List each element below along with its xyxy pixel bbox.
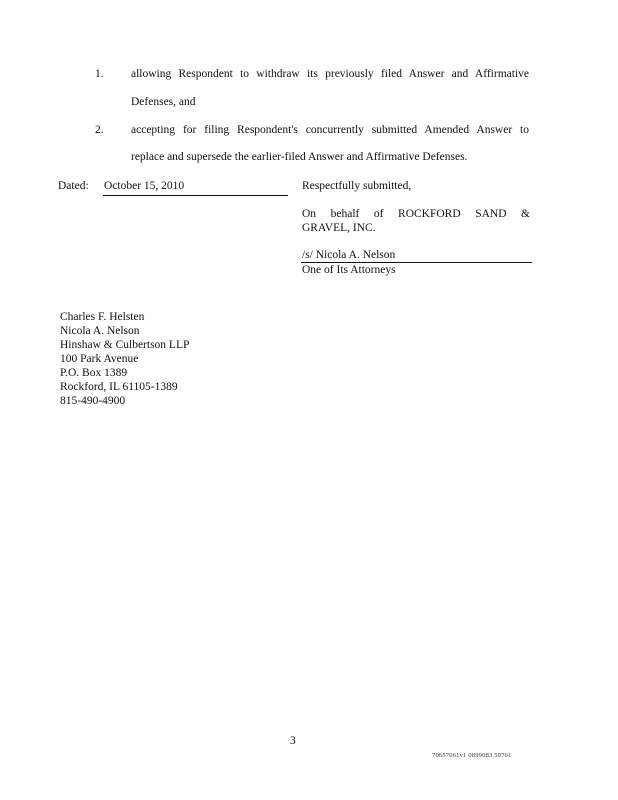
- closing-text: Respectfully submitted,: [302, 180, 412, 192]
- document-code: 70657061v1 0899083 50761: [432, 752, 512, 759]
- date-underline: [103, 195, 288, 196]
- item-2-line1: accepting for filing Respondent's concurrently submitted Amended Answer to: [131, 124, 529, 136]
- item-1-line1: allowing Respondent to withdraw its previously filed Answer and Affirmative: [131, 68, 529, 80]
- item-1-number: 1.: [95, 68, 104, 80]
- behalf-line2: GRAVEL, INC.: [302, 222, 376, 234]
- behalf-line1: On behalf of ROCKFORD SAND &: [302, 208, 530, 220]
- item-2-number: 2.: [95, 124, 104, 136]
- date-value: October 15, 2010: [104, 180, 185, 192]
- dated-label: Dated:: [58, 180, 89, 192]
- page-number: 3: [290, 735, 296, 747]
- signer-title: One of Its Attorneys: [302, 264, 396, 276]
- address-line-street: 100 Park Avenue: [60, 353, 139, 365]
- address-line-name1: Charles F. Helsten: [60, 311, 145, 323]
- item-1-line2: Defenses, and: [131, 96, 196, 108]
- address-line-firm: Hinshaw & Culbertson LLP: [60, 339, 190, 351]
- signature-underline: [301, 262, 532, 263]
- address-line-pobox: P.O. Box 1389: [60, 367, 128, 379]
- signature-text: /s/ Nicola A. Nelson: [302, 249, 396, 261]
- address-line-name2: Nicola A. Nelson: [60, 325, 140, 337]
- address-line-city: Rockford, IL 61105-1389: [60, 381, 178, 393]
- address-line-phone: 815-490-4900: [60, 395, 126, 407]
- item-2-line2: replace and supersede the earlier-filed Answer and Affirmative Defenses.: [131, 151, 468, 163]
